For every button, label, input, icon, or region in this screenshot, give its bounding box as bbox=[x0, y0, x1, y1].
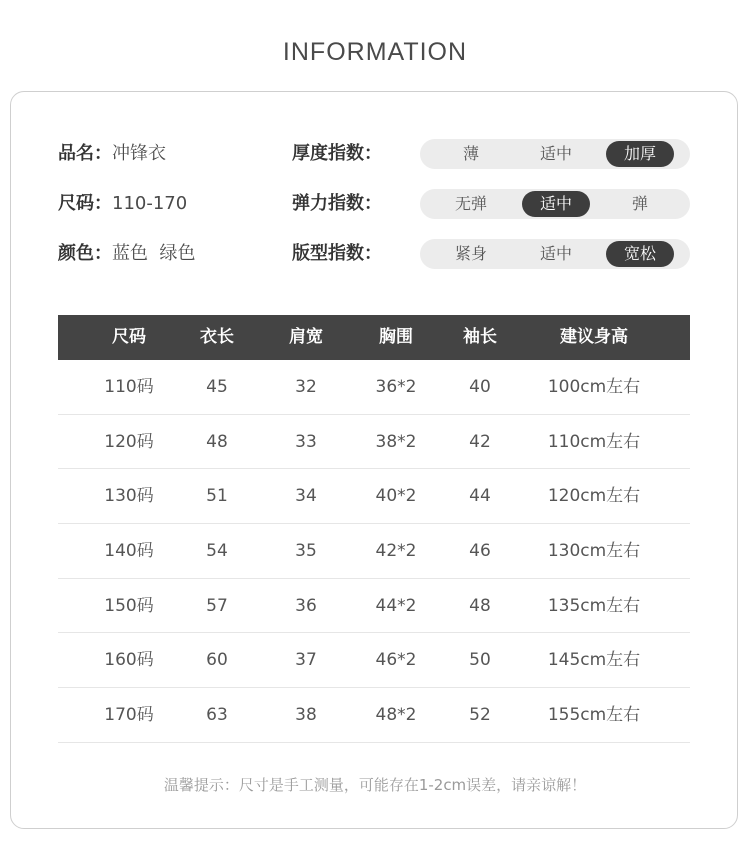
column-header: 建议身高 bbox=[560, 327, 628, 347]
table-cell: 48 bbox=[469, 595, 491, 616]
table-cell: 110cm左右 bbox=[547, 431, 641, 452]
attr-colors-value: 蓝色 绿色 bbox=[112, 243, 196, 264]
table-row bbox=[58, 579, 690, 634]
table-cell: 140码 bbox=[104, 541, 154, 562]
table-row bbox=[58, 633, 690, 688]
table-cell: 145cm左右 bbox=[547, 650, 641, 671]
table-cell: 130cm左右 bbox=[547, 541, 641, 562]
table-cell: 46 bbox=[469, 541, 491, 562]
table-cell: 100cm左右 bbox=[547, 377, 641, 397]
elasticity-index-selector bbox=[420, 189, 690, 219]
attr-size-range bbox=[58, 192, 187, 216]
table-cell: 48*2 bbox=[375, 705, 417, 726]
elasticity-index-label: 弹力指数： bbox=[292, 193, 382, 214]
column-header: 尺码 bbox=[112, 327, 146, 347]
table-cell: 36 bbox=[295, 595, 317, 616]
fit-option: 紧身 bbox=[454, 244, 487, 263]
table-cell: 42 bbox=[469, 431, 491, 452]
table-cell: 44*2 bbox=[375, 595, 417, 616]
column-header: 袖长 bbox=[463, 327, 497, 347]
table-cell: 38*2 bbox=[375, 431, 417, 452]
fit-index-label: 版型指数： bbox=[292, 243, 382, 264]
attr-product-name-label: 品名： bbox=[58, 143, 112, 164]
table-cell: 32 bbox=[295, 377, 317, 397]
table-row bbox=[58, 469, 690, 524]
attr-size-range-label: 尺码： bbox=[58, 193, 112, 214]
table-cell: 135cm左右 bbox=[547, 595, 641, 616]
table-cell: 150码 bbox=[104, 595, 154, 616]
attr-colors-label: 颜色： bbox=[58, 243, 112, 264]
attr-product-name bbox=[58, 142, 166, 166]
table-cell: 46*2 bbox=[375, 650, 417, 671]
table-cell: 38 bbox=[295, 705, 317, 726]
table-cell: 120码 bbox=[104, 431, 154, 452]
table-cell: 37 bbox=[295, 650, 317, 671]
thickness-index-label: 厚度指数： bbox=[292, 143, 382, 164]
size-table-body bbox=[58, 360, 690, 743]
table-cell: 51 bbox=[206, 486, 228, 507]
fit-option: 适中 bbox=[539, 244, 572, 263]
size-table bbox=[58, 315, 690, 743]
column-header: 衣长 bbox=[200, 327, 234, 347]
thickness-option: 薄 bbox=[462, 144, 479, 163]
table-cell: 42*2 bbox=[375, 541, 417, 562]
table-cell: 45 bbox=[206, 377, 228, 397]
elasticity-option: 无弹 bbox=[454, 194, 487, 213]
table-cell: 44 bbox=[469, 486, 491, 507]
table-cell: 54 bbox=[206, 541, 228, 562]
table-cell: 33 bbox=[295, 431, 317, 452]
column-header: 胸围 bbox=[379, 327, 413, 347]
table-cell: 50 bbox=[469, 650, 491, 671]
thickness-option: 加厚 bbox=[606, 141, 674, 167]
attr-size-range-value: 110-170 bbox=[112, 193, 188, 214]
attr-product-name-value: 冲锋衣 bbox=[112, 143, 166, 164]
table-cell: 40 bbox=[469, 377, 491, 397]
table-cell: 110码 bbox=[104, 377, 154, 397]
elasticity-option: 弹 bbox=[631, 194, 648, 213]
table-row bbox=[58, 524, 690, 579]
elasticity-option: 适中 bbox=[522, 191, 590, 217]
thickness-index-selector bbox=[420, 139, 690, 169]
table-cell: 63 bbox=[206, 705, 228, 726]
table-cell: 36*2 bbox=[375, 377, 417, 397]
table-cell: 57 bbox=[206, 595, 228, 616]
table-cell: 35 bbox=[295, 541, 317, 562]
thickness-option: 适中 bbox=[539, 144, 572, 163]
fit-option: 宽松 bbox=[606, 241, 674, 267]
table-cell: 34 bbox=[295, 486, 317, 507]
table-cell: 60 bbox=[206, 650, 228, 671]
table-row bbox=[58, 415, 690, 470]
measurement-note: 温馨提示：尺寸是手工测量，可能存在1-2cm误差，请亲谅解！ bbox=[163, 776, 587, 794]
table-row bbox=[58, 688, 690, 743]
table-cell: 48 bbox=[206, 431, 228, 452]
table-cell: 160码 bbox=[104, 650, 154, 671]
fit-index-selector bbox=[420, 239, 690, 269]
table-cell: 170码 bbox=[104, 705, 154, 726]
table-cell: 52 bbox=[469, 705, 491, 726]
column-header: 肩宽 bbox=[289, 327, 323, 347]
table-cell: 40*2 bbox=[375, 486, 417, 507]
table-cell: 120cm左右 bbox=[547, 486, 641, 507]
table-cell: 130码 bbox=[104, 486, 154, 507]
size-table-header bbox=[58, 315, 690, 360]
table-row bbox=[58, 360, 690, 415]
table-cell: 155cm左右 bbox=[547, 705, 641, 726]
attr-colors bbox=[58, 242, 195, 266]
page-title: INFORMATION bbox=[282, 38, 468, 66]
